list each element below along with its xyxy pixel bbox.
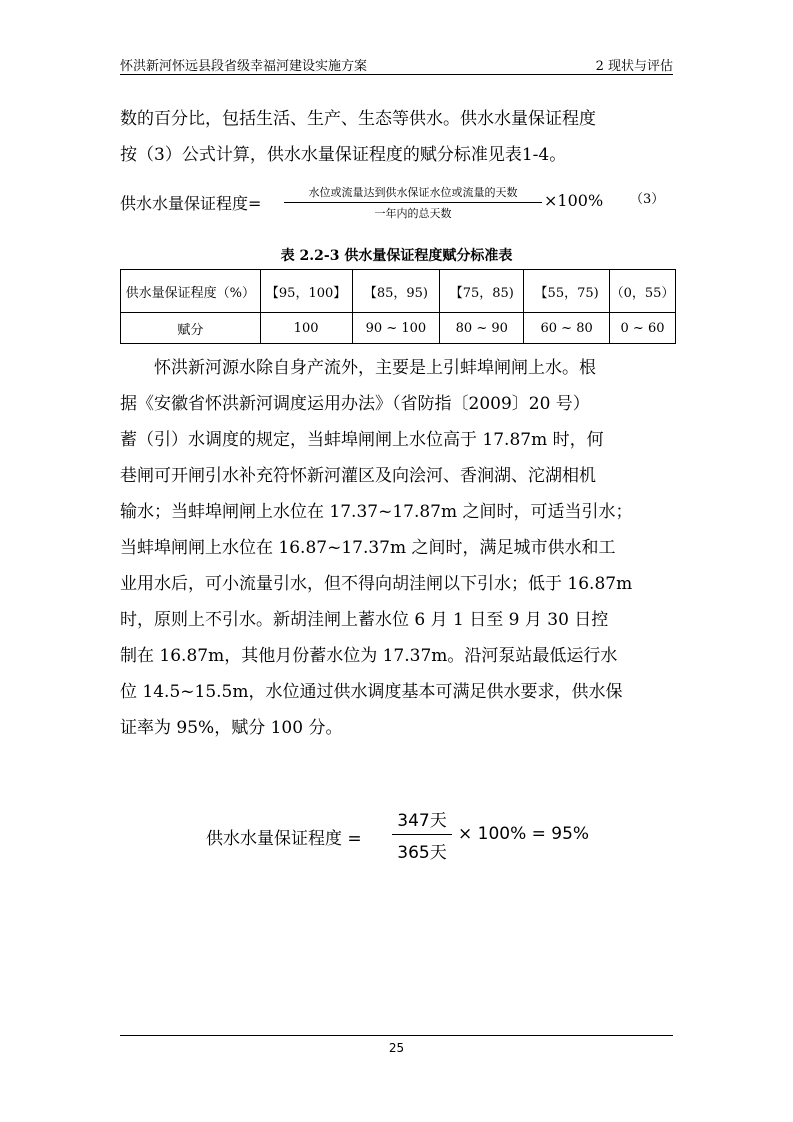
- text-line: 业用水后，可小流量引水，但不得向胡洼闸以下引水；低于 16.87m: [120, 574, 633, 594]
- formula-equation-3: [120, 184, 680, 226]
- table-cell: 60 ~ 80: [524, 313, 610, 344]
- text-line: 位 14.5~15.5m，水位通过供水调度基本可满足供水要求，供水保: [120, 682, 623, 702]
- table-cell: 80 ~ 90: [440, 313, 524, 344]
- section-title: 2 现状与评估: [595, 59, 673, 74]
- equation-number: （3）: [630, 192, 665, 207]
- table-cell: 供水量保证程度（%）: [121, 270, 261, 313]
- table-cell: 0 ~ 60: [610, 313, 676, 344]
- formula-denominator: 一年内的总天数: [374, 207, 452, 220]
- formula-denominator: 365天: [397, 843, 447, 863]
- formula-numerator: 347天: [392, 806, 452, 835]
- table-cell: 【95，100】: [260, 270, 352, 313]
- text-line: 当蚌埠闸闸上水位在 16.87~17.37m 之间时，满足城市供水和工: [120, 538, 616, 558]
- text-line: 输水；当蚌埠闸闸上水位在 17.37~17.87m 之间时，可适当引水；: [120, 502, 633, 522]
- page-number: 25: [388, 1041, 405, 1055]
- text-line: 数的百分比，包括生活、生产、生态等供水。供水水量保证程度: [120, 109, 596, 129]
- text-line: 据《安徽省怀洪新河调度运用办法》（省防指〔2009〕20 号）: [120, 394, 590, 414]
- table-row: [121, 270, 676, 313]
- formula-multiplier: ×100%: [544, 191, 604, 210]
- table-cell: 【75，85): [440, 270, 524, 313]
- formula-rhs: × 100% = 95%: [458, 824, 590, 844]
- formula-lhs: 供水水量保证程度=: [120, 194, 262, 213]
- text-line: 蓄（引）水调度的规定，当蚌埠闸闸上水位高于 17.87m 时，何: [120, 430, 604, 450]
- text-line: 证率为 95%，赋分 100 分。: [120, 718, 343, 738]
- text-line: 制在 16.87m，其他月份蓄水位为 17.37m。沿河泵站最低运行水: [120, 646, 618, 666]
- table-cell: （0，55）: [610, 270, 676, 313]
- document-title: 怀洪新河怀远县段省级幸福河建设实施方案: [120, 59, 368, 74]
- table-cell: 【55，75): [524, 270, 610, 313]
- paragraph-intro: [120, 101, 676, 173]
- text-line: 时，原则上不引水。新胡洼闸上蓄水位 6 月 1 日至 9 月 30 日控: [120, 610, 609, 630]
- paragraph-body: [120, 350, 676, 746]
- table-cell: 【85，95): [352, 270, 440, 313]
- footer-divider: [120, 1035, 673, 1036]
- table-row: [121, 313, 676, 344]
- table-caption: 表 2.2-3 供水量保证程度赋分标准表: [280, 248, 513, 264]
- text-line: 巷闸可开闸引水补充符怀新河灌区及向浍河、香涧湖、沱湖相机: [120, 466, 596, 486]
- table-cell: 90 ~ 100: [352, 313, 440, 344]
- formula-fraction: [284, 184, 664, 221]
- text-line: 怀洪新河源水除自身产流外，主要是上引蚌埠闸闸上水。根: [154, 358, 596, 378]
- table-cell: 100: [260, 313, 352, 344]
- formula-fraction: [392, 806, 452, 863]
- scoring-table: [120, 269, 676, 344]
- formula-numerator: 水位或流量达到供水保证水位或流量的天数: [284, 184, 542, 203]
- formula-lhs: 供水水量保证程度 =: [206, 829, 362, 849]
- text-line: 按（3）公式计算，供水水量保证程度的赋分标准见表1-4。: [120, 145, 567, 165]
- page-header: [120, 52, 673, 75]
- table-cell: 赋分: [121, 313, 261, 344]
- formula-result: [206, 806, 606, 866]
